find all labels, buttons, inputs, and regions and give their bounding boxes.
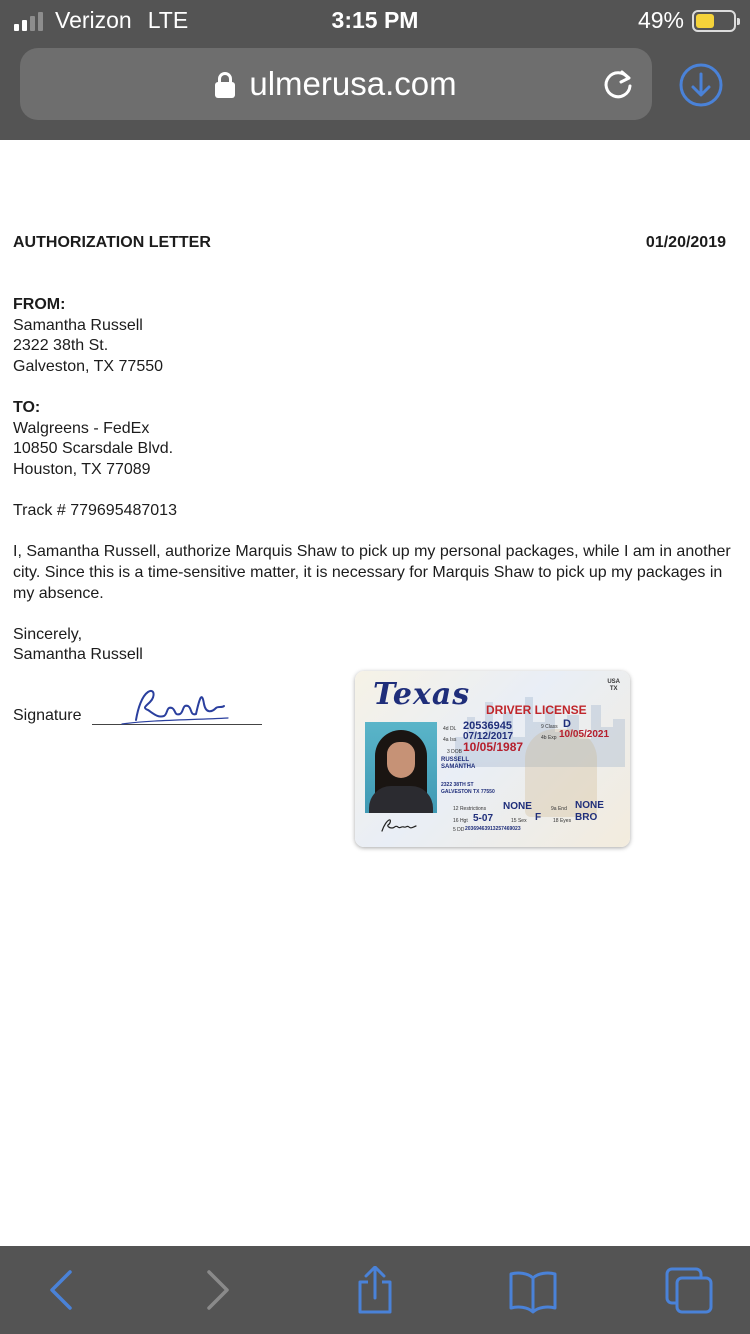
status-bar: [0, 0, 750, 40]
id-dl-number: 20536945: [463, 720, 512, 732]
tracking-number: Track # 779695487013: [13, 502, 177, 519]
forward-icon[interactable]: [193, 1266, 243, 1314]
share-icon[interactable]: [350, 1266, 400, 1314]
letter-title: AUTHORIZATION LETTER: [13, 234, 211, 251]
id-dl-label: 4d DL: [443, 726, 457, 732]
lock-icon: [215, 72, 235, 98]
id-first-name: SAMANTHA: [441, 764, 476, 770]
id-restrictions-label: 12 Restrictions: [453, 806, 487, 812]
carrier-name: Verizon: [55, 7, 132, 33]
id-eyes: BRO: [575, 812, 598, 823]
from-line: Galveston, TX 77550: [13, 358, 164, 375]
browser-top-chrome: [0, 0, 750, 140]
id-class: D: [563, 718, 571, 730]
id-dob: 10/05/1987: [463, 740, 524, 754]
letter-date: 01/20/2019: [645, 234, 726, 251]
id-expiry-date: 10/05/2021: [559, 729, 610, 740]
id-endorsements: NONE: [575, 800, 604, 811]
id-dd-label: 5 DD: [453, 827, 465, 833]
browser-bottom-toolbar: [0, 1246, 750, 1334]
reload-icon[interactable]: [600, 66, 636, 102]
id-country-state: TX: [609, 686, 618, 692]
from-line: 2322 38th St.: [13, 337, 109, 354]
from-line: Samantha Russell: [13, 317, 143, 334]
letter-body: I, Samantha Russell, authorize Marquis Shaw to pick up my personal packages, while I am in another city. Since this is a time-sensitive matter, it is necessary for Marquis Shaw to pick up my packages in my absence.: [13, 543, 731, 602]
to-line: Walgreens - FedEx: [13, 420, 150, 437]
id-dd-number: 20369463913257469023: [465, 826, 521, 832]
battery-icon: [692, 10, 736, 32]
id-address-line: GALVESTON TX 77550: [441, 789, 495, 795]
id-type: DRIVER LICENSE: [486, 703, 587, 717]
id-country-text: USA: [607, 679, 620, 685]
url-text[interactable]: ulmerusa.com: [249, 65, 457, 102]
id-country: [607, 679, 620, 693]
battery-level: [696, 14, 714, 28]
card-signature: [379, 817, 419, 835]
id-class-label: 9 Class: [541, 724, 558, 730]
bookmarks-icon[interactable]: [508, 1266, 558, 1314]
id-last-name: RUSSELL: [441, 757, 470, 763]
id-address-line: 2322 38TH ST: [441, 782, 474, 788]
id-endorsements-label: 9a End: [551, 806, 567, 812]
network-type: LTE: [147, 7, 189, 33]
id-photo: [365, 722, 437, 813]
from-heading: FROM:: [13, 296, 66, 313]
closing-name: Samantha Russell: [13, 646, 143, 663]
id-restrictions: NONE: [503, 801, 532, 812]
id-height: 5-07: [473, 813, 494, 824]
status-right: [638, 7, 736, 34]
id-issue-date: 07/12/2017: [463, 731, 514, 742]
battery-percent: 49%: [637, 7, 684, 33]
id-eyes-label: 18 Eyes: [553, 818, 572, 824]
address-bar[interactable]: [20, 48, 652, 120]
id-sex: F: [535, 812, 542, 823]
to-line: Houston, TX 77089: [13, 461, 151, 478]
closing: Sincerely,: [13, 626, 83, 643]
id-state-name: Texas: [373, 677, 471, 712]
id-dob-label: 3 DOB: [447, 749, 463, 755]
handwritten-signature: [120, 686, 230, 728]
address-bar-content: [20, 48, 652, 120]
letter-document: [0, 140, 750, 1246]
id-sex-label: 15 Sex: [511, 818, 527, 824]
driver-license-card: [355, 671, 630, 847]
signature-label: Signature: [13, 707, 82, 724]
to-heading: TO:: [13, 399, 41, 416]
back-icon[interactable]: [36, 1266, 86, 1314]
to-line: 10850 Scarsdale Blvd.: [13, 440, 174, 457]
tabs-icon[interactable]: [664, 1266, 714, 1314]
status-time: 3:15 PM: [331, 7, 419, 33]
id-exp-label: 4b Exp: [541, 735, 557, 741]
id-height-label: 16 Hgt: [453, 818, 468, 824]
downloads-icon[interactable]: [678, 62, 724, 108]
id-iss-label: 4a Iss: [443, 737, 457, 743]
